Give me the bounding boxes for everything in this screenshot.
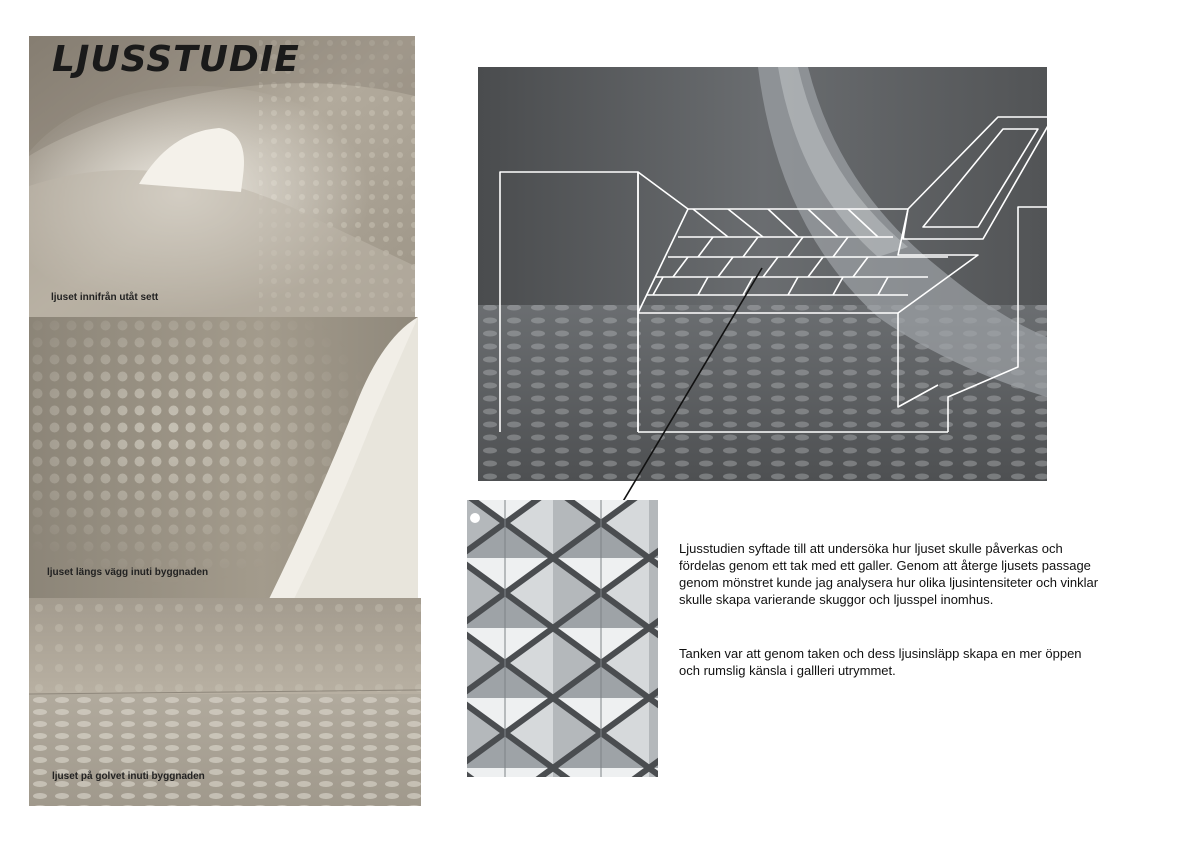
photo-grid-ceiling-detail-image — [467, 500, 658, 777]
photo-grid-ceiling-detail — [467, 500, 658, 777]
photo-light-along-wall — [29, 317, 418, 599]
paragraph-2: Tanken var att genom taken och dess ljusinsläpp skapa en mer öppen och rumslig känsla i gallleri utrymmet. — [679, 646, 1082, 678]
caption-photo-3: ljuset på golvet inuti byggnaden — [52, 771, 205, 782]
caption-photo-2: ljuset längs vägg inuti byggnaden — [47, 567, 209, 578]
paragraph-1: Ljusstudien syftade till att undersöka hur ljuset skulle påverkas och fördelas genom ett tak med ett galler. Genom att återge ljusets passage genom mönstret kunde jag analysera hur olika ljusintensiteter och vinklar skulle skapa varierande skuggor och ljusspel inomhus. — [679, 541, 1099, 607]
page-title: LJUSSTUDIE — [52, 39, 300, 80]
caption-photo-1: ljuset innifrån utåt sett — [51, 292, 159, 303]
photo-light-along-wall-image — [29, 317, 418, 599]
